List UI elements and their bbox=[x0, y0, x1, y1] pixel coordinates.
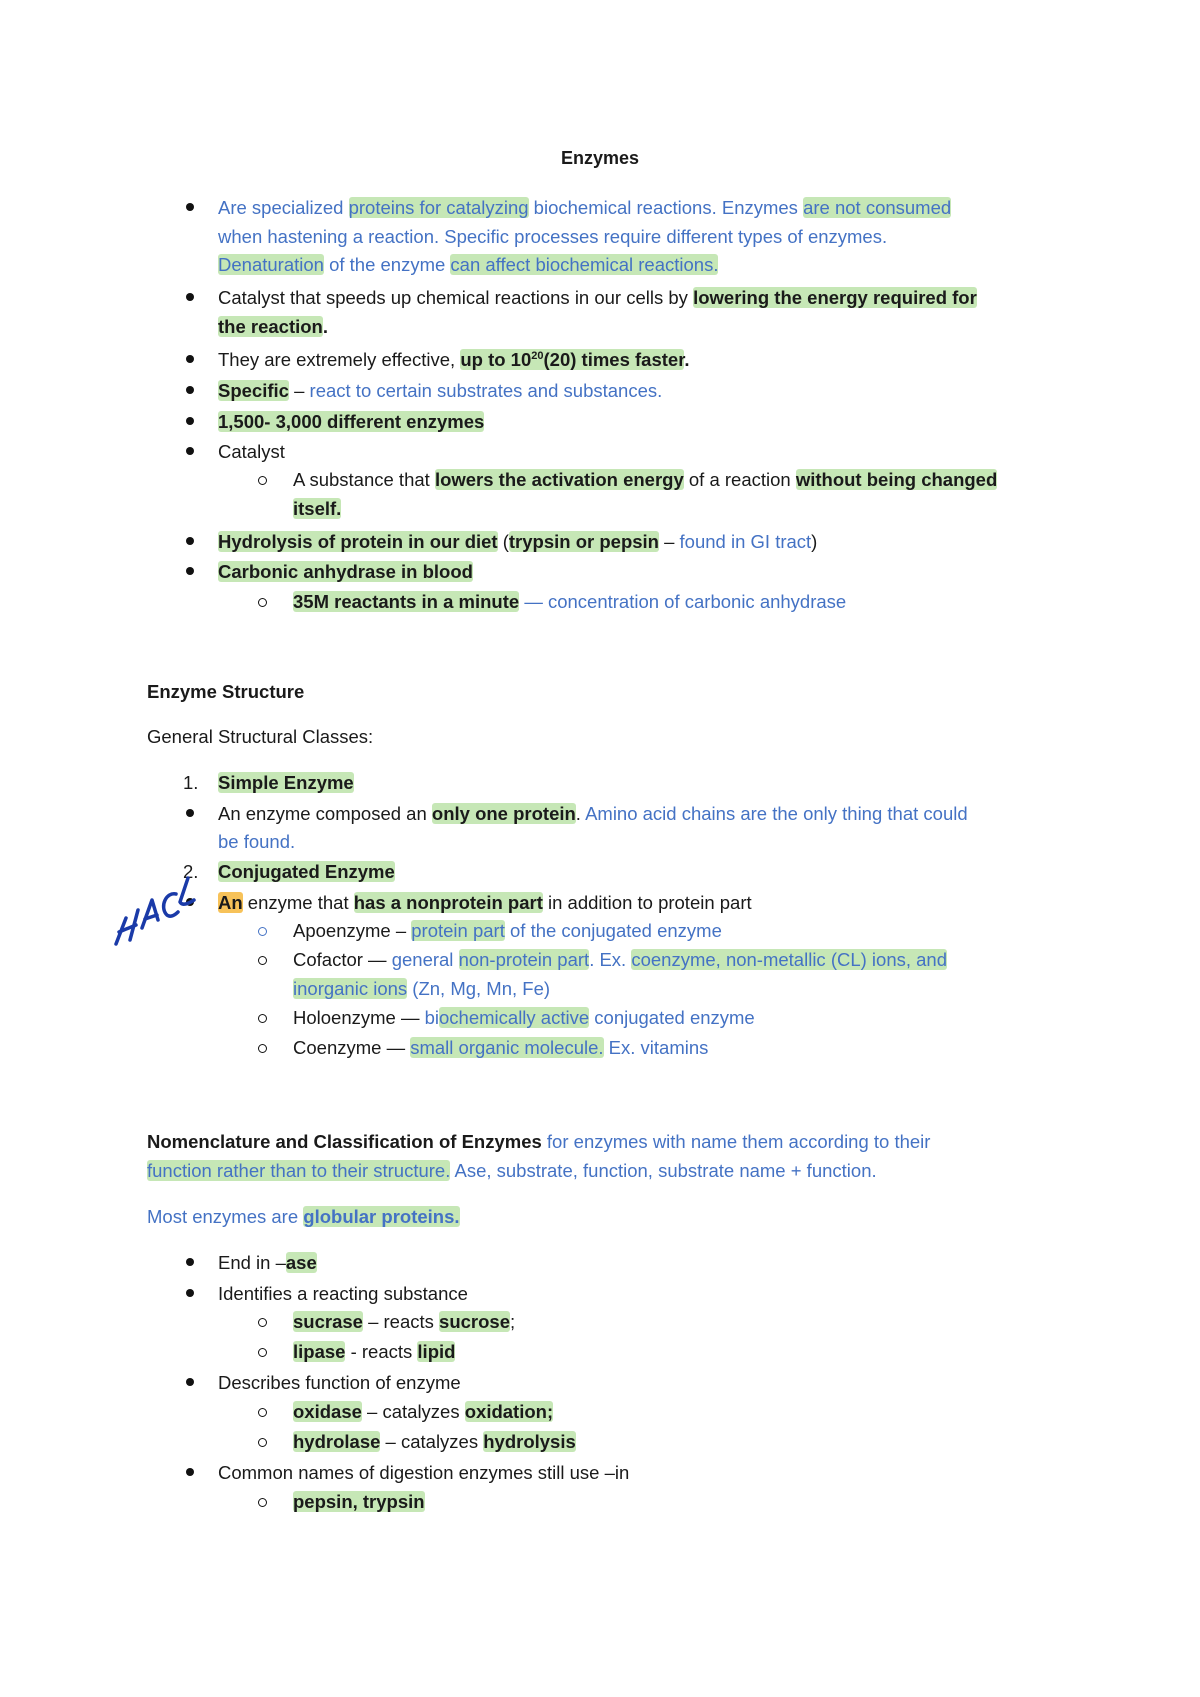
text-span: - reacts bbox=[345, 1341, 418, 1362]
text-span: End in – bbox=[218, 1252, 286, 1273]
text-span: enzyme that bbox=[242, 892, 354, 913]
text-span: Apoenzyme – bbox=[293, 920, 412, 941]
text-span: of the enzyme bbox=[323, 254, 451, 275]
line-2-1 bbox=[218, 286, 977, 310]
highlight: ochemically active bbox=[439, 1007, 590, 1028]
text-span: – catalyzes bbox=[380, 1431, 484, 1452]
highlight: hydrolysis bbox=[483, 1431, 576, 1452]
highlight: Conjugated Enzyme bbox=[218, 861, 395, 882]
handwritten-annotation bbox=[108, 848, 198, 958]
highlight: are not consumed bbox=[803, 197, 952, 218]
section-heading-nomenclature: Nomenclature and Classification of Enzymes bbox=[147, 1131, 542, 1152]
highlight: Specific bbox=[218, 380, 289, 401]
bullet-icon bbox=[186, 809, 194, 817]
text-span: ) bbox=[811, 531, 818, 552]
common-names: Common names of digestion enzymes still use –in bbox=[218, 1462, 630, 1483]
highlight: 1,500- 3,000 different enzymes bbox=[218, 411, 485, 432]
highlight: small organic molecule. bbox=[410, 1037, 604, 1058]
text-span: found in GI tract bbox=[679, 531, 812, 552]
text-span: bi bbox=[424, 1007, 440, 1028]
text-span: Coenzyme — bbox=[293, 1037, 411, 1058]
line-4 bbox=[218, 379, 662, 403]
highlight: Denaturation bbox=[218, 254, 324, 275]
text-span: ( bbox=[497, 531, 509, 552]
highlight: Simple Enzyme bbox=[218, 772, 354, 793]
bullet-icon bbox=[186, 567, 194, 575]
globular-line bbox=[147, 1205, 460, 1229]
bullet-icon bbox=[186, 1258, 194, 1266]
hydrolase-line bbox=[293, 1430, 576, 1454]
text-span: . bbox=[575, 803, 586, 824]
conjugated-desc bbox=[218, 891, 752, 915]
highlight: lipid bbox=[417, 1341, 456, 1362]
highlight: without being changed bbox=[795, 469, 998, 490]
simple-desc-2: be found. bbox=[218, 831, 296, 852]
cofactor-1 bbox=[293, 948, 947, 972]
highlight: lipase bbox=[293, 1341, 346, 1362]
lipase-line bbox=[293, 1340, 455, 1364]
highlight: ase bbox=[285, 1252, 317, 1273]
circle-bullet-icon bbox=[258, 956, 267, 965]
text-span: – bbox=[658, 531, 680, 552]
text-span: react to certain substrates and substances. bbox=[309, 380, 663, 401]
circle-bullet-icon bbox=[258, 927, 267, 936]
highlight: pepsin, trypsin bbox=[293, 1491, 425, 1512]
highlight: hydrolase bbox=[293, 1431, 381, 1452]
oxidase-line bbox=[293, 1400, 553, 1424]
text-span: of the conjugated enzyme bbox=[504, 920, 722, 941]
text-span: Catalyst that speeds up chemical reactions in our cells by bbox=[218, 287, 694, 308]
circle-bullet-icon bbox=[258, 1348, 267, 1357]
text-span: . Ex. bbox=[589, 949, 632, 970]
highlight: proteins for catalyzing bbox=[348, 197, 529, 218]
highlight: coenzyme, non-metallic (CL) ions, and bbox=[631, 949, 948, 970]
highlight: trypsin or pepsin bbox=[508, 531, 659, 552]
line-7 bbox=[218, 530, 817, 554]
text-span: Amino acid chains are the only thing that could bbox=[585, 803, 968, 824]
text-span: general bbox=[391, 949, 459, 970]
bullet-icon bbox=[186, 1289, 194, 1297]
line-5 bbox=[218, 410, 484, 434]
highlight: sucrose bbox=[439, 1311, 511, 1332]
text-span: A substance that bbox=[293, 469, 435, 490]
highlight: lowering the energy required for bbox=[693, 287, 977, 308]
text-span: (Zn, Mg, Mn, Fe) bbox=[407, 978, 551, 999]
text-span: of a reaction bbox=[683, 469, 796, 490]
bullet-icon bbox=[186, 1468, 194, 1476]
text-span: conjugated enzyme bbox=[589, 1007, 755, 1028]
bullet-icon bbox=[186, 386, 194, 394]
highlight: Hydrolysis of protein in our diet bbox=[218, 531, 498, 552]
nomenclature-heading bbox=[147, 1130, 930, 1154]
highlight: oxidation; bbox=[464, 1401, 554, 1422]
highlight: 35M reactants in a minute bbox=[293, 591, 520, 612]
highlight: sucrase bbox=[293, 1311, 363, 1332]
highlight: can affect biochemical reactions. bbox=[450, 254, 719, 275]
highlight: only one protein bbox=[431, 803, 576, 824]
highlight: inorganic ions bbox=[293, 978, 408, 999]
highlight: lowers the activation energy bbox=[434, 469, 684, 490]
circle-bullet-icon bbox=[258, 1318, 267, 1327]
sucrase-line bbox=[293, 1310, 515, 1334]
highlight: function rather than to their structure. bbox=[147, 1160, 451, 1181]
circle-bullet-icon bbox=[258, 1044, 267, 1053]
holoenzyme bbox=[293, 1006, 755, 1030]
bullet-icon bbox=[186, 537, 194, 545]
text-span: Ex. vitamins bbox=[603, 1037, 709, 1058]
circle-bullet-icon bbox=[258, 476, 267, 485]
text-span: — concentration of carbonic anhydrase bbox=[519, 591, 847, 612]
apoenzyme bbox=[293, 919, 722, 943]
coenzyme bbox=[293, 1036, 708, 1060]
line-6-sub-2 bbox=[293, 497, 341, 521]
highlight: protein part bbox=[411, 920, 505, 941]
line-8 bbox=[218, 560, 473, 584]
list-number: 1. bbox=[183, 772, 199, 793]
text-span: Ase, substrate, function, substrate name + function. bbox=[450, 1160, 877, 1181]
cofactor-2 bbox=[293, 977, 550, 1001]
bullet-icon bbox=[186, 293, 194, 301]
describes-function: Describes function of enzyme bbox=[218, 1372, 461, 1393]
highlight: itself. bbox=[293, 498, 342, 519]
simple-enzyme bbox=[218, 771, 354, 795]
conjugated-enzyme bbox=[218, 860, 395, 884]
bullet-icon bbox=[186, 417, 194, 425]
line-1-1 bbox=[218, 196, 951, 220]
pepsin-trypsin bbox=[293, 1490, 425, 1514]
highlight: (20) times faster bbox=[543, 349, 685, 370]
highlight: globular proteins. bbox=[303, 1206, 460, 1227]
circle-bullet-icon bbox=[258, 1014, 267, 1023]
text-span: Cofactor — bbox=[293, 949, 392, 970]
identifies-substance: Identifies a reacting substance bbox=[218, 1283, 468, 1304]
end-in-ase bbox=[218, 1251, 317, 1275]
text-span: Most enzymes are bbox=[147, 1206, 304, 1227]
circle-bullet-icon bbox=[258, 598, 267, 607]
text-span: Holoenzyme — bbox=[293, 1007, 425, 1028]
text-span: An enzyme composed an bbox=[218, 803, 432, 824]
text-span: . bbox=[322, 316, 328, 337]
text-span: They are extremely effective, bbox=[218, 349, 461, 370]
line-8-sub bbox=[293, 590, 846, 614]
highlight: the reaction bbox=[218, 316, 323, 337]
text-span: ; bbox=[510, 1311, 516, 1332]
superscript: 20 bbox=[531, 349, 544, 362]
line-2-2 bbox=[218, 315, 328, 339]
text-span: – bbox=[288, 380, 310, 401]
circle-bullet-icon bbox=[258, 1498, 267, 1507]
line-1-2: when hastening a reaction. Specific processes require different types of enzymes. bbox=[218, 226, 888, 247]
nomenclature-line-2 bbox=[147, 1159, 877, 1183]
text-span: in addition to protein part bbox=[542, 892, 752, 913]
circle-bullet-icon bbox=[258, 1408, 267, 1417]
highlight: Carbonic anhydrase in blood bbox=[218, 561, 473, 582]
highlight: up to 10 bbox=[460, 349, 532, 370]
highlight-orange: An bbox=[218, 892, 243, 913]
circle-bullet-icon bbox=[258, 1438, 267, 1447]
line-6: Catalyst bbox=[218, 441, 285, 462]
structural-classes-label: General Structural Classes: bbox=[147, 726, 374, 747]
text-span: – reacts bbox=[362, 1311, 440, 1332]
text-span: Are specialized bbox=[218, 197, 349, 218]
bullet-icon bbox=[186, 355, 194, 363]
bullet-icon bbox=[186, 1378, 194, 1386]
bullet-icon bbox=[186, 447, 194, 455]
text-span: . bbox=[684, 349, 690, 370]
text-span: biochemical reactions. Enzymes bbox=[528, 197, 804, 218]
line-3 bbox=[218, 348, 690, 372]
line-6-sub-1 bbox=[293, 468, 997, 492]
bullet-icon bbox=[186, 203, 194, 211]
list-number: 2. bbox=[183, 861, 199, 882]
highlight: non-protein part bbox=[458, 949, 590, 970]
highlight: has a nonprotein part bbox=[353, 892, 543, 913]
highlight: oxidase bbox=[293, 1401, 362, 1422]
text-span: for enzymes with name them according to their bbox=[541, 1131, 931, 1152]
text-span: – catalyzes bbox=[361, 1401, 465, 1422]
line-1-3 bbox=[218, 253, 718, 277]
simple-desc-1 bbox=[218, 802, 968, 826]
page-title: Enzymes bbox=[560, 148, 640, 168]
section-heading-structure: Enzyme Structure bbox=[147, 681, 305, 702]
